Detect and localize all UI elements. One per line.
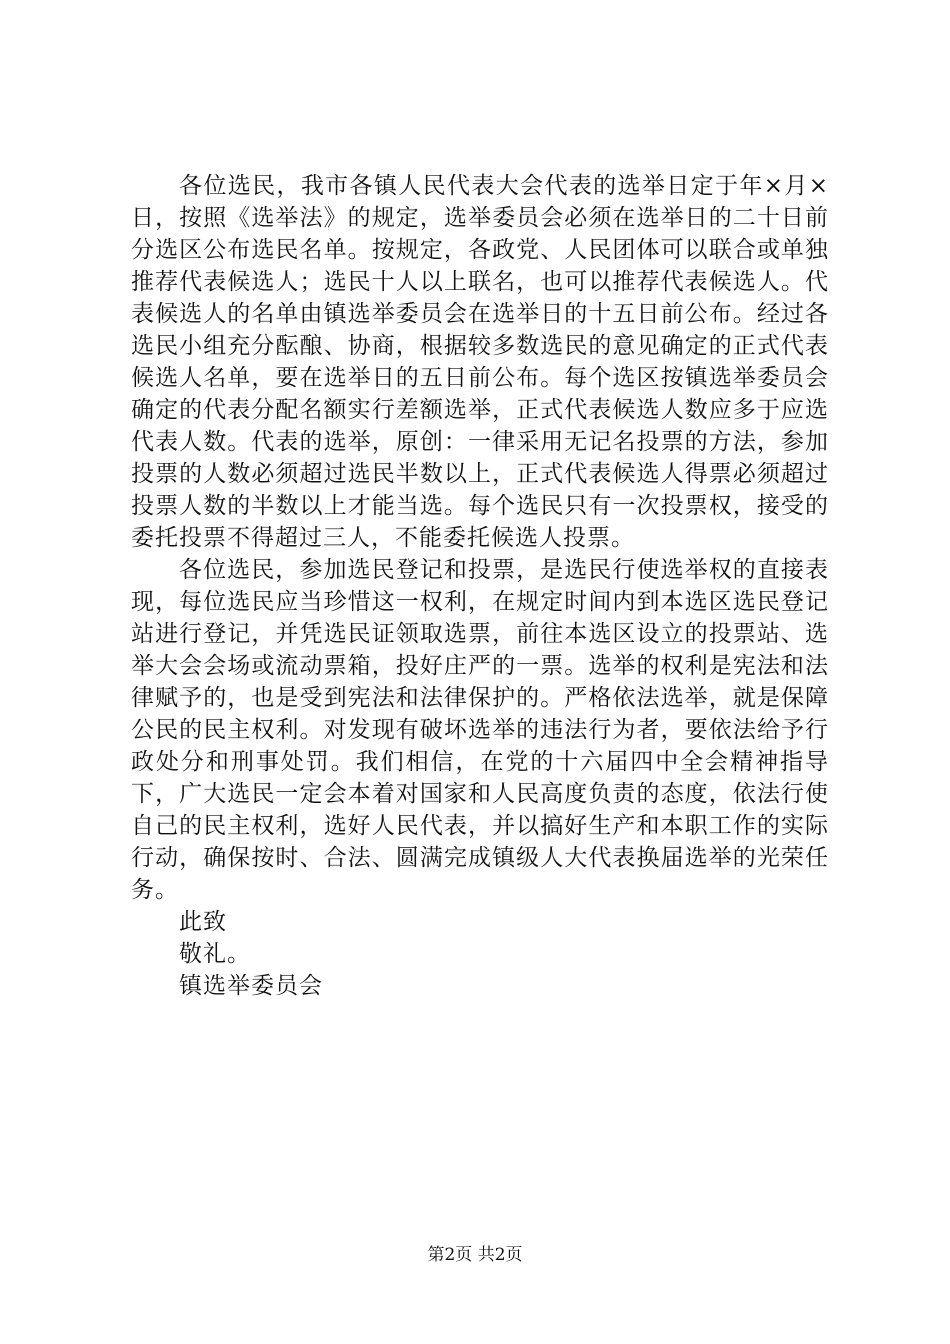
paragraph-election-rules: 各位选民，我市各镇人民代表大会代表的选举日定于年×月×日，按照《选举法》的规定，选举委员会必须在选举日的二十日前分选区公布选民名单。按规定，各政党、人民团体可以联合或单独推荐代表候选人；选民十人以上联名，也可以推荐代表候选人。代表候选人的名单由镇选举委员会在选举日的十五日前公布。经过各选民小组充分酝酿、协商，根据较多数选民的意见确定的正式代表候选人名单，要在选举日的五日前公布。每个选区按镇选举委员会确定的代表分配名额实行差额选举，正式代表候选人数应多于应选代表人数。代表的选举，原创：一律采用无记名投票的方法，参加投票的人数必须超过选民半数以上，正式代表候选人得票必须超过投票人数的半数以上才能当选。每个选民只有一次投票权，接受的委托投票不得超过三人，不能委托候选人投票。: [131, 173, 829, 551]
letter-body: [131, 170, 829, 1002]
closing-salutation: 此致: [179, 909, 227, 935]
page-number: 第2页 共2页: [427, 1245, 523, 1265]
closing-regards: 敬礼。: [179, 941, 251, 967]
paragraph-voter-appeal: 各位选民，参加选民登记和投票，是选民行使选举权的直接表现，每位选民应当珍惜这一权利，在规定时间内到本选区选民登记站进行登记，并凭选民证领取选票，前往本选区设立的投票站、选举大会会场或流动票箱，投好庄严的一票。选举的权利是宪法和法律赋予的，也是受到宪法和法律保护的。严格依法选举，就是保障公民的民主权利。对发现有破坏选举的违法行为者，要依法给予行政处分和刑事处罚。我们相信，在党的十六届四中全会精神指导下，广大选民一定会本着对国家和人民高度负责的态度，依法行使自己的民主权利，选好人民代表，并以搞好生产和本职工作的实际行动，确保按时、合法、圆满完成镇级人大代表换届选举的光荣任务。: [131, 557, 829, 903]
signature: 镇选举委员会: [179, 973, 323, 999]
